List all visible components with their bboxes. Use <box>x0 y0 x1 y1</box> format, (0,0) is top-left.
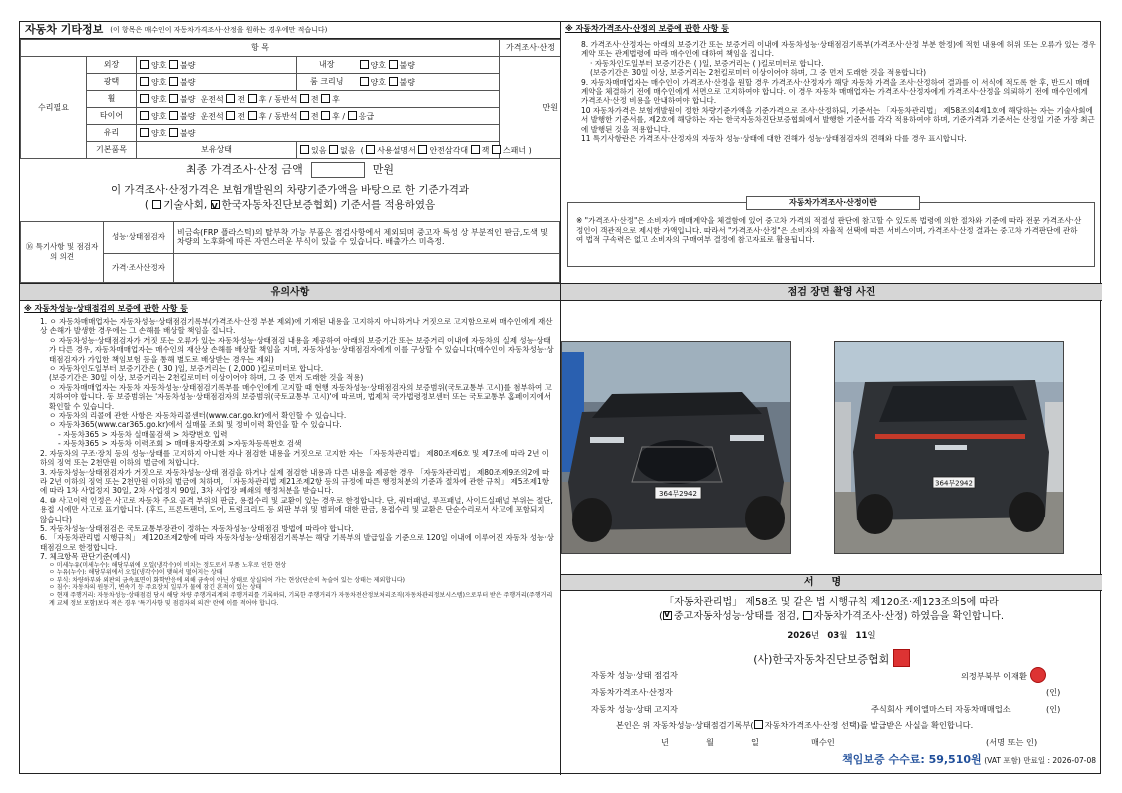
pricer-seal: (인) <box>1046 687 1061 697</box>
good-label: 양호 <box>151 128 167 138</box>
notifier-name: 주식회사 케이엘마스터 자동차매매업소 <box>871 704 1011 714</box>
photo-header: 점검 장면 촬영 사진 <box>561 284 1102 301</box>
price-unit: 만원 <box>500 57 562 159</box>
month-unit: 월 <box>839 631 848 641</box>
exterior-label: 외장 <box>87 57 137 74</box>
spanner-label: 스패너 <box>502 145 527 155</box>
exterior-good-checkbox[interactable] <box>140 60 149 69</box>
association-name: (사)한국자동차진단보증협회 <box>753 653 890 666</box>
law-line-1: 「자동차관리법」 제58조 및 같은 법 시행규칙 제120조·제123조의5에 따라 <box>664 597 999 608</box>
slash: / <box>268 111 272 121</box>
kea-label: 한국자동차진단보증협회) 기준서를 적용하였음 <box>221 199 436 211</box>
rear-label: 후 <box>258 94 267 104</box>
notifier-seal: (인) <box>1046 704 1061 714</box>
inspection-guarantee-title: ※ 자동차성능·상태점검의 보증에 관한 사항 등 <box>24 304 188 313</box>
inspector-opinion-label: 성능·상태점검자 <box>104 222 174 254</box>
front-photo <box>561 341 791 554</box>
driver-side-label: 운전석 <box>200 94 224 104</box>
buyer-sign: (서명 또는 인) <box>986 737 1038 747</box>
tire-pass-rear-checkbox[interactable] <box>321 111 330 120</box>
paren: ( <box>658 611 663 622</box>
pricer-opinion-text <box>174 254 560 283</box>
receipt-text-a: 본인은 위 자동차성능·상태점검기록부( <box>616 720 754 730</box>
rear-photo <box>834 341 1064 554</box>
manual-label: 사용설명서 <box>377 145 416 155</box>
clause-11: 11 특기사항란은 가격조사·산정자의 자동차 성능·상태에 대한 견해가 성능·상태점검자의 견해와 다를 경우 표시합니다. <box>581 134 967 144</box>
clause-8-note: (보증기간은 30일 이상, 보증거리는 2천킬로미터 이상이어야 하며, 그 중 먼저 도래한 것을 적용합니다) <box>590 68 927 78</box>
front-car-image <box>562 342 791 554</box>
special-notes-label: ⑯ 특기사항 및 점검자의 의견 <box>21 222 104 283</box>
manual-checkbox[interactable] <box>366 145 375 154</box>
col-item-header: 항 목 <box>21 40 500 57</box>
kea-checkbox[interactable] <box>211 200 220 209</box>
none-checkbox[interactable] <box>329 145 338 154</box>
clause-8: 8. 가격조사·산정자는 아래의 보증기간 또는 보증거리 이내에 자동차성능·상태점검기록부(가격조사·산정 부분 한정)에 적힌 내용에 허위 또는 오류가 있는 경우 계약 또는 관계법령에 따라 매수인에 대하여 책임을 집니다. <box>581 40 1096 59</box>
note-4: 4. ⑩ 사고이력 인정은 사고로 자동차 주요 골격 부위의 판금, 용접수리 및 교환이 있는 경우로 한정합니다. 단, 쿼터패널, 루프패널, 사이드실패널 부위는 절단, 용접 시에만 사고로 표기합니다. (후드, 프론트팬더, 도어, 트렁크리드 등 외판 부위 및 범퍼에 대한 판금, 용접수리 및 교환은 단순수리로서 사고에 포함되지 않습니다) <box>40 495 553 524</box>
repair-group-label: 수리필요 <box>21 57 87 159</box>
tire-driver-rear-checkbox[interactable] <box>248 111 257 120</box>
fee-label: 책임보증 수수료: 59,510원 <box>842 753 982 766</box>
final-price-row <box>20 159 560 181</box>
front-label: 전 <box>310 94 319 104</box>
paren: ( <box>360 145 364 155</box>
clause-8-period: · 자동차인도일부터 보증기간은 ( )일, 보증거리는 ( )킬로미터로 합니다. <box>590 58 824 68</box>
interior-label: 내장 <box>297 57 357 74</box>
note-1e: ㅇ 자동차의 리콜에 관한 사항은 자동차리콜센터(www.car.go.kr)에서 확인할 수 있습니다. <box>49 411 347 421</box>
slash: / <box>268 94 272 104</box>
col-price-header: 가격조사·산정 <box>500 40 562 57</box>
inspector-opinion-text: 비금속(FRP 플라스틱)의 탈부착 가능 부품은 점검사항에서 제외되며 중고자 특성 상 부분적인 판금,도색 및 차량의 노후화에 따른 자연스러운 부식이 있을 수 있습니다. 배출가스 미측정. <box>174 222 560 254</box>
expiry-date: 만료일 : 2026-07-08 <box>1023 756 1096 765</box>
good-label: 양호 <box>370 77 386 87</box>
criteria-4: ㅇ 침수: 자동차의 원동기, 변속기 등 주요장치 일부가 물에 잠긴 흔적이 있는 상태 <box>49 584 262 592</box>
receipt-line <box>616 720 973 730</box>
bad-label: 불량 <box>180 128 196 138</box>
inspect-label: 중고자동차성능·상태를 점검, <box>673 611 800 622</box>
tire-label: 타이어 <box>87 108 137 125</box>
note-1f-b: - 자동차365 > 자동차 이력조회 > 매매용자량조회 >자동차등록번호 검색 <box>58 439 302 449</box>
notes-section <box>20 284 561 775</box>
tech-society-checkbox[interactable] <box>152 200 161 209</box>
bad-label: 불량 <box>399 77 415 87</box>
none-label: 없음 <box>340 145 356 155</box>
definition-box <box>567 198 1095 267</box>
price-guarantee-body <box>561 40 1102 143</box>
tire-pass-front-checkbox[interactable] <box>300 111 309 120</box>
holding-status-label: 보유상태 <box>137 142 297 159</box>
criteria-3: ㅇ 부식: 차량하부와 외판의 금속표면이 화학반응에 의해 금속이 아닌 상태로 상실되어 가는 현상(단순히 녹슬어 있는 상태는 제외합니다) <box>49 576 406 584</box>
inspector-stamp <box>1030 667 1046 683</box>
notifier-label: 자동차 성능·상태 고지자 <box>591 704 678 714</box>
roomclean-label: 룸 크리닝 <box>297 74 357 91</box>
bad-label: 불량 <box>180 111 196 121</box>
pricer-opinion-label: 가격·조사산정자 <box>104 254 174 283</box>
tire-driver-front-checkbox[interactable] <box>226 111 235 120</box>
other-info-title: 자동차 기타정보 <box>25 23 104 37</box>
polish-label: 광택 <box>87 74 137 91</box>
triangle-checkbox[interactable] <box>418 145 427 154</box>
note-7: 7. 체크항목 판단기준(예시) <box>40 552 131 562</box>
basic-items-label: 기본품목 <box>87 142 137 159</box>
note-3: 3. 자동차성능·상태점검자가 거짓으로 자동차성능·상태 점검을 하거나 실제 점검한 내용과 다른 내용을 제공한 경우 「자동차관리법」 제80조제9조의2에 따라 2년 이하의 징역 또는 2천만원 이하의 벌금에 처하며, 「자동차관리법 제21조제2항 등의 규정에 따른 행정처분의 기준과 절차에 관한 규칙」 제5조제1항에 따라 1차 사업정지 30일, 2차 사업정지 90일, 3차 사업장 폐쇄의 행정처분을 받습니다. <box>40 467 550 496</box>
notes-header: 유의사항 <box>20 284 560 301</box>
sign-date <box>561 631 1102 641</box>
glass-bad-checkbox[interactable] <box>169 128 178 137</box>
wheel-pass-front-checkbox[interactable] <box>300 94 309 103</box>
good-label: 양호 <box>151 94 167 104</box>
association-name-row <box>561 649 1102 667</box>
standard-line-1: 이 가격조사·산정가격은 보험개발원의 차량기준가액을 바탕으로 한 기준가격과 <box>110 184 470 196</box>
bad-label: 불량 <box>180 60 196 70</box>
bad-label: 불량 <box>180 77 196 87</box>
rear-label: 후 <box>332 94 340 104</box>
repair-table <box>20 39 561 159</box>
inspector-value <box>961 667 1046 683</box>
signature-block <box>561 574 1102 775</box>
spanner-checkbox[interactable] <box>492 145 501 154</box>
note-1d: ㅇ 자동차매매업자는 자동차 자동차성능·상태점검기록부를 매수인에게 고지할 때 현행 자동차성능·상태점검자의 보증범위(국토교통부 고시)를 첨부하여 고지하여야 합니다. 동 보증범위는 '자동차성능·상태점검자의 보증범위(국토교통부 고시)'에 따르며, 법제처 국가법령정보센터 또는 국토교통부 홈페이지에서 확인할 수 있습니다. <box>49 382 552 411</box>
criteria-5: ㅇ 현재 주행거리: 자동차성능·상태점검 당시 해당 차량 주행거리계의 주행거리를 기록하되, 기록한 주행거리가 자동차전산정보처리조직(자동차관리정보시스템)으로부터 받은 주행거리(주행거리계 교체 정보 포함)보다 적은 경우 '특기사항 및 점검자의 의견' 란에 이를 적어야 합니다. <box>49 591 553 607</box>
inspector-name: 의정부북부 이재환 <box>961 671 1027 681</box>
paren: ( <box>144 199 149 211</box>
passenger-side-label: 동반석 <box>274 111 298 121</box>
day-value: 11 <box>855 631 868 641</box>
roomclean-good-checkbox[interactable] <box>360 77 369 86</box>
paren: ) <box>528 145 532 155</box>
inspect-checkbox[interactable] <box>663 611 672 620</box>
price-label: 자동차가격조사·산정) 하였음을 확인합니다. <box>813 611 1005 622</box>
triangle-label: 안전삼각대 <box>429 145 469 155</box>
note-6: 6. 「자동차관리법 시행규칙」 제120조제2항에 따라 자동차성능·상태점검기록부는 해당 기록부의 발급일을 기준으로 120일 이내에 이루어진 자동차 성능·상태점검으로 한정합니다. <box>40 533 554 552</box>
wheel-driver-rear-checkbox[interactable] <box>248 94 257 103</box>
wheel-bad-checkbox[interactable] <box>169 94 178 103</box>
law-line-2 <box>561 611 1102 623</box>
other-info-header <box>20 22 560 39</box>
definition-title: 자동차가격조사·산정이란 <box>746 196 920 210</box>
good-label: 양호 <box>370 60 386 70</box>
notes-body <box>20 317 560 607</box>
glass-good-checkbox[interactable] <box>140 128 149 137</box>
exterior-bad-checkbox[interactable] <box>169 60 178 69</box>
passenger-side-label: 동반석 <box>274 94 298 104</box>
roomclean-bad-checkbox[interactable] <box>389 77 398 86</box>
pricer-label: 자동차가격조사·산정자 <box>591 687 673 697</box>
inspection-record-page <box>19 21 1101 774</box>
other-info-subtitle: (이 항목은 매수인이 자동차가격조사·산정을 원하는 경우에만 적습니다) <box>110 25 328 34</box>
jack-checkbox[interactable] <box>471 145 480 154</box>
good-label: 양호 <box>151 77 167 87</box>
note-1: 1. ㅇ 자동차매매업자는 자동차성능·상태점검기록부(가격조사·산정 부분 제외)에 기재된 내용을 고지하지 아니하거나 거짓으로 고지함으로써 매수인에게 재산상 손해가 발생한 경우에는 그 손해를 배상할 책임을 집니다. <box>40 317 553 336</box>
buyer-year: 년 <box>661 737 669 747</box>
front-label: 전 <box>310 111 319 121</box>
wheel-good-checkbox[interactable] <box>140 94 149 103</box>
front-plate-text: 364무2942 <box>659 490 697 498</box>
fee-vat: (VAT 포함) <box>984 756 1021 765</box>
year-value: 2026 <box>787 631 812 641</box>
front-label: 전 <box>237 94 246 104</box>
rear-plate-text: 364무2942 <box>935 479 973 488</box>
criteria-2: ㅇ 누유(누수): 해당부위에서 오일(냉각수)이 맺혀서 떨어지는 상태 <box>49 569 223 577</box>
buyer-label: 매수인 <box>811 737 835 747</box>
association-seal <box>893 649 910 667</box>
driver-side-label: 운전석 <box>200 111 224 121</box>
slash: / <box>342 111 346 121</box>
price-guarantee-section <box>561 22 1102 284</box>
sign-header: 서명 <box>561 575 1102 591</box>
note-1f: ㅇ 자동차365(www.car365.go.kr)에서 실매물 조회 및 정비이력 확인을 할 수 있습니다. <box>49 420 342 430</box>
note-1c-paren: (보증기간은 30일 이상, 보증거리는 2천킬로미터 이상이어야 하며, 그 중 먼저 도래한 것을 적용) <box>49 373 364 383</box>
polish-bad-checkbox[interactable] <box>169 77 178 86</box>
buyer-month: 월 <box>706 737 714 747</box>
note-1c: ㅇ 자동차인도일부터 보증기간은 ( 30 )일, 보증거리는 ( 2,000 )킬로미터로 합니다. <box>49 364 324 374</box>
receipt-text-b: 자동차가격조사·산정 선택)를 발급받은 사실을 확인합니다. <box>764 720 974 730</box>
rear-label: 후 <box>332 111 340 121</box>
tech-society-label: 기술사회, <box>163 199 208 211</box>
price-checkbox[interactable] <box>803 611 812 620</box>
polish-good-checkbox[interactable] <box>140 77 149 86</box>
glass-label: 유리 <box>87 125 137 142</box>
rear-car-image <box>835 342 1064 554</box>
jack-label: 잭 <box>481 145 490 155</box>
have-label: 있음 <box>311 145 327 155</box>
note-1b: ㅇ 자동차성능·상태점검자가 거짓 또는 오류가 있는 자동차성능·상태점검 내용을 제공하여 아래의 보증기간 또는 보증거리 이내에 자동차의 실제 성능·상태가 다른 경우, 자동차매매업자는 매수인의 재산상 손해를 배상할 책임을 지며, 자동차성능·상태점검자에게 이를 구상할 수 있습니다(매수인이 자동차성능·상태점검자가 가입한 책임보험 등을 통해 별도로 배상받는 경우는 제외) <box>49 335 554 364</box>
clause-10: 10 자동차가격은 보험개발원이 정한 차량기준가액을 기준가격으로 조사·산정하되, 기준서는 「자동차관리법」 제58조의4제1호에 해당하는 자는 기술사회에서 발행한 기준서를, 제2호에 해당하는 자는 한국자동차진단보증협회에서 발행한 기준서를 각각 적용하여야 하며, 기준가격과 기준서는 산정일 기준 가장 최근에 발행된 것을 적용합니다. <box>581 105 1095 134</box>
good-label: 양호 <box>151 60 167 70</box>
interior-bad-checkbox[interactable] <box>389 60 398 69</box>
fee-row <box>842 753 1096 766</box>
note-5: 5. 자동차성능·상태점검은 국토교통부장관이 정하는 자동차성능·상태점검 방법에 따라야 합니다. <box>40 523 354 533</box>
year-unit: 년 <box>811 631 820 641</box>
have-checkbox[interactable] <box>300 145 309 154</box>
rear-label: 후 <box>258 111 267 121</box>
month-value: 03 <box>827 631 840 641</box>
photo-sign-section <box>561 284 1102 775</box>
final-price-unit: 만원 <box>372 163 394 177</box>
good-label: 양호 <box>151 111 167 121</box>
special-notes-table <box>20 221 560 283</box>
tire-emergency-checkbox[interactable] <box>348 111 357 120</box>
other-vehicle-info-section <box>20 22 561 284</box>
wheel-driver-front-checkbox[interactable] <box>226 94 235 103</box>
note-2: 2. 자동차의 구조·장치 등의 성능·상태를 고지하지 아니한 자나 점검한 내용을 거짓으로 고지한 자는 「자동차관리법」 제80조제6호 및 제7조에 따라 2년 이하의 징역 또는 2천만원 이하의 벌금에 처합니다. <box>40 448 550 468</box>
final-price-label: 최종 가격조사·산정 금액 <box>185 163 303 177</box>
inspector-label: 자동차 성능·상태 점검자 <box>591 670 678 680</box>
bad-label: 불량 <box>399 60 415 70</box>
front-label: 전 <box>237 111 246 121</box>
interior-good-checkbox[interactable] <box>360 60 369 69</box>
definition-text: ※ "가격조사·산정"은 소비자가 매매계약을 체결함에 있어 중고차 가격의 적절성 판단에 참고할 수 있도록 법령에 의한 절차와 기준에 따라 전문 가격조사·산정인이 객관적으로 제시한 가액입니다. 따라서 "가격조사·산정"은 소비자의 자율적 선택에 따른 서비스이며, 가격조사·산정 결과는 중고차 가격판단에 관하여 법적 구속력은 없고 소비자의 구매여부 결정에 참고자료로 활용됩니다. <box>576 216 1082 245</box>
wheel-pass-rear-checkbox[interactable] <box>321 94 330 103</box>
standard-line-2 <box>20 198 560 213</box>
bad-label: 불량 <box>180 94 196 104</box>
tire-bad-checkbox[interactable] <box>169 111 178 120</box>
clause-9: 9. 자동차매매업자는 매수인이 가격조사·산정을 원할 경우 가격조사·산정자가 해당 자동차 가격을 조사·산정하여 결과를 이 서식에 적도록 한 후, 반드시 매매계약을 체결하기 전에 매수인에게 서면으로 고지하여야 합니다. 이 경우 자동차 매매업자는 가격조사·산정자에게 가격조사·산정을 의뢰하기 전에 매수인에게 가격조사·산정 비용을 안내하여야 합니다. <box>581 77 1090 106</box>
price-guarantee-title: ※ 자동차가격조사·산정의 보증에 관한 사항 등 <box>565 24 729 33</box>
criteria-1: ㅇ 미세누유(미세누수): 해당부위에 오일(냉각수)이 비치는 정도로서 부품 노후로 인한 현상 <box>49 561 287 569</box>
tire-good-checkbox[interactable] <box>140 111 149 120</box>
wheel-label: 휠 <box>87 91 137 108</box>
buyer-day: 일 <box>751 737 759 747</box>
emergency-label: 응급 <box>358 111 375 121</box>
note-1f-a: - 자동차365 > 자동차 실매물검색 > 차량번호 입력 <box>58 429 228 439</box>
receipt-price-checkbox[interactable] <box>754 720 763 729</box>
final-price-input[interactable] <box>311 162 365 178</box>
day-unit: 일 <box>867 631 876 641</box>
